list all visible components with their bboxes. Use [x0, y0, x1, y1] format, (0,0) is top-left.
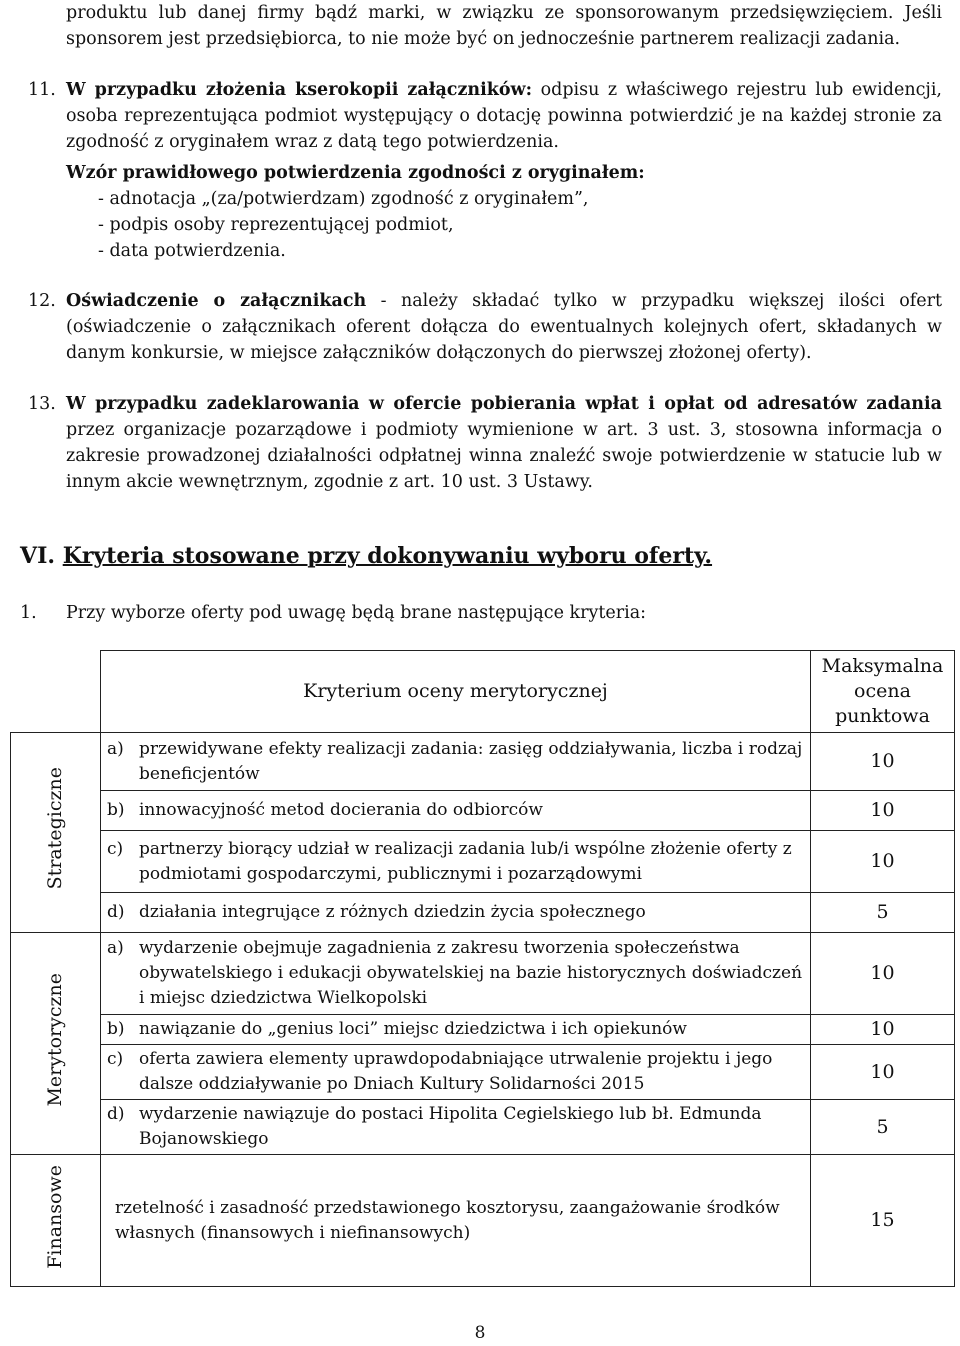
p11-pattern-item: - data potwierdzenia. — [98, 241, 286, 261]
table-row — [11, 831, 955, 893]
p13-text: przez organizacje pozarządowe i podmioty wymienione w art. 3 ust. 3, stosowna informacja o zakresie prowadzonej działalności odpłatnej winna znaleźć swoje potwierdzenie w statucie lub w innym akcie wewnętrznym, zgodnie z art. 10 ust. 3 Ustawy. — [66, 420, 942, 492]
section-title: Kryteria stosowane przy dokonywaniu wyboru oferty. — [62, 543, 713, 569]
points-cell: 10 — [811, 933, 955, 1015]
group-strategiczne — [11, 733, 101, 933]
point1-number: 1. — [20, 603, 37, 623]
points-cell: 10 — [811, 831, 955, 893]
p11-pattern — [66, 160, 942, 264]
points-cell: 10 — [811, 791, 955, 831]
group-label: Merytoryczne — [44, 972, 66, 1107]
points-cell: 10 — [811, 1015, 955, 1045]
criterion-cell: c) oferta zawiera elementy uprawdopodabniające utrwalenie projektu i jego dalsze oddziaływanie po Dniach Kultury Solidarności 2015 — [101, 1045, 811, 1100]
table-corner — [11, 651, 101, 733]
criteria-table — [10, 650, 955, 1287]
section-heading — [20, 543, 712, 569]
header-criterion: Kryterium oceny merytorycznej — [101, 651, 811, 733]
points-cell: 5 — [811, 1100, 955, 1155]
page-number: 8 — [474, 1323, 486, 1343]
table-row — [11, 1015, 955, 1045]
p13-paragraph — [66, 391, 942, 495]
table-header-row — [11, 651, 955, 733]
p11-pattern-item: - podpis osoby reprezentującej podmiot, — [98, 215, 454, 235]
p11-pattern-title: Wzór prawidłowego potwierdzenia zgodności z oryginałem: — [66, 163, 645, 183]
p11-pattern-item: - adnotacja „(za/potwierdzam) zgodność z oryginałem”, — [98, 189, 589, 209]
p11-text: odpisu z właściwego rejestru lub ewidencji, osoba reprezentująca podmiot występujący o dotację powinna potwierdzić je na każdej stronie za zgodność z oryginałem wraz z datą tego potwierdzenia. — [66, 80, 942, 152]
criterion-cell: rzetelność i zasadność przedstawionego kosztorysu, zaangażowanie środków własnych (finansowych i niefinansowych) — [101, 1155, 811, 1287]
points-cell: 15 — [811, 1155, 955, 1287]
intro-paragraph — [66, 0, 942, 52]
table-row — [11, 1100, 955, 1155]
criterion-cell: a) przewidywane efekty realizacji zadania: zasięg oddziaływania, liczba i rodzaj beneficjentów — [101, 733, 811, 791]
group-finansowe — [11, 1155, 101, 1287]
criterion-cell: b) innowacyjność metod docierania do odbiorców — [101, 791, 811, 831]
criterion-cell: a) wydarzenie obejmuje zagadnienia z zakresu tworzenia społeczeństwa obywatelskiego i edukacji obywatelskiej na bazie historycznych doświadczeń i miejsc dziedzictwa Wielkopolski — [101, 933, 811, 1015]
p13-number: 13. — [28, 394, 56, 414]
p11-paragraph — [66, 77, 942, 155]
group-label: Strategiczne — [44, 767, 66, 890]
p12-text: - należy składać tylko w przypadku większej ilości ofert (oświadczenie o załącznikach oferent dołącza do ewentualnych kolejnych ofert, składanych w danym konkursie, w miejsce załączników dołączonych do pierwszej złożonej oferty). — [66, 291, 942, 363]
p12-number: 12. — [28, 291, 56, 311]
point1-text: Przy wyborze oferty pod uwagę będą brane następujące kryteria: — [66, 603, 647, 623]
criterion-cell: b) nawiązanie do „genius loci” miejsc dziedzictwa i ich opiekunów — [101, 1015, 811, 1045]
group-merytoryczne — [11, 933, 101, 1155]
table-row — [11, 1155, 955, 1287]
table-row — [11, 933, 955, 1015]
header-points: Maksymalna ocena punktowa — [811, 651, 955, 733]
table-row — [11, 893, 955, 933]
table-row — [11, 1045, 955, 1100]
points-cell: 5 — [811, 893, 955, 933]
p11-lead: W przypadku złożenia kserokopii załączników: — [66, 80, 533, 100]
intro-line-1: produktu lub danej firmy bądź marki, w związku ze sponsorowanym przedsięwzięciem. Jeśli — [66, 3, 942, 23]
criterion-cell: d) wydarzenie nawiązuje do postaci Hipolita Cegielskiego lub bł. Edmunda Bojanowskiego — [101, 1100, 811, 1155]
points-cell: 10 — [811, 733, 955, 791]
table-row — [11, 733, 955, 791]
p13-lead: W przypadku zadeklarowania w ofercie pobierania wpłat i opłat od adresatów zadania — [66, 394, 942, 414]
section-number: VI. — [20, 543, 56, 569]
criterion-cell: d) działania integrujące z różnych dziedzin życia społecznego — [101, 893, 811, 933]
p11-number: 11. — [28, 80, 56, 100]
criterion-cell: c) partnerzy biorący udział w realizacji zadania lub/i wspólne złożenie oferty z podmiotami gospodarczymi, publicznymi i pozarządowymi — [101, 831, 811, 893]
p12-lead: Oświadczenie o załącznikach — [66, 291, 367, 311]
intro-line-2: sponsorem jest przedsiębiorca, to nie może być on jednocześnie partnerem realizacji zadania. — [66, 29, 901, 49]
table-row — [11, 791, 955, 831]
group-label: Finansowe — [44, 1164, 66, 1269]
points-cell: 10 — [811, 1045, 955, 1100]
p12-paragraph — [66, 288, 942, 366]
